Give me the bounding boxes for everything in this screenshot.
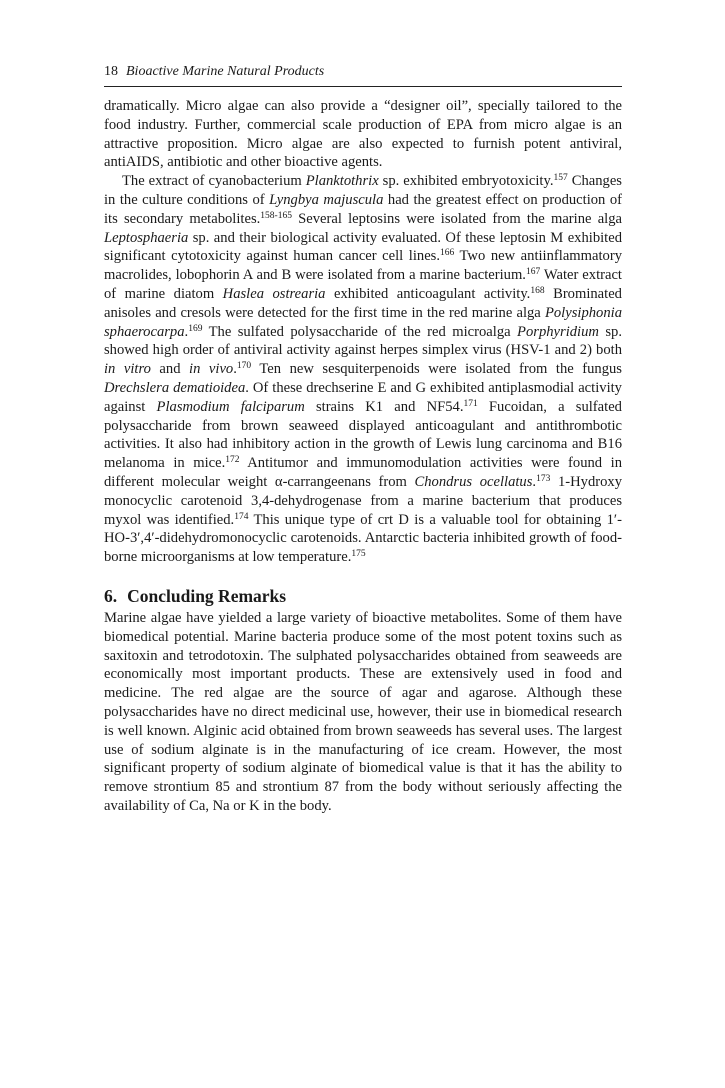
text-run: 1-Hydroxy monocyclic carotenoid 3,4-dehydrogenase from a marine bacterium that produces myxol was identified.: [104, 473, 622, 528]
text-run: Several leptosins were isolated from the marine alga: [291, 210, 622, 227]
citation: 170: [236, 361, 252, 372]
citation: 167: [525, 267, 541, 278]
citation: 174: [234, 511, 249, 522]
italic-text: Planktothrix: [305, 173, 379, 190]
running-head: [104, 62, 622, 87]
italic-text: in vivo: [189, 361, 234, 378]
text-run: Changes in the culture conditions of: [104, 173, 622, 208]
italic-text: Plasmodium falciparum: [156, 398, 305, 415]
italic-text: Lyngbya majuscula: [269, 191, 384, 208]
paragraph-3: Marine algae have yielded a large variety of bioactive metabolites. Some of them have biomedical potential. Marine bacteria produce some of the most potent toxins such as saxitoxin and tetrodotoxin. The sulphated polysaccharides obtained from seaweeds are economically most important products. These are extensively used in food and medicine. The red algae are the source of agar and agarose. Although these polysaccharides have no direct medicinal use, however, their use in biomedical research is well known. Alginic acid obtained from brown seaweeds has several uses. The largest use of sodium alginate is in the manufacturing of ice cream. However, the most significant property of sodium alginate of biomedical value is that it has the ability to remove strontium 85 and strontium 87 from the body without seriously affecting the availability of Ca, Na or K in the body.: [104, 609, 622, 814]
text-run: and: [150, 361, 190, 378]
citation: 168: [530, 285, 545, 296]
text-run: Antitumor and immunomodulation activities were found in different molecular weight α-carrangeenans from: [104, 455, 622, 490]
text-run: Two new antiinflammatory macrolides, lobophorin A and B were isolated from a marine bacterium.: [104, 248, 622, 284]
italic-text: Drechslera dematioidea: [104, 379, 246, 396]
citation: 169: [188, 323, 203, 334]
citation: 158-165: [260, 210, 292, 221]
book-page: [104, 62, 622, 816]
italic-text: Haslea ostrearia: [222, 285, 326, 302]
section-heading: [104, 585, 622, 607]
italic-text: Chondrus ocellatus: [414, 473, 533, 490]
text-run: Water extract of marine diatom: [104, 267, 622, 302]
text-run: . Of these drechserine E and G exhibited antiplasmodial activity against: [104, 379, 622, 415]
text-run: Ten new sesquiterpenoids were isolated from the fungus: [251, 361, 622, 378]
paragraph-1: dramatically. Micro algae can also provide a “designer oil”, specially tailored to the food industry. Further, commercial scale production of EPA from micro algae is an attractive proposition. Micro algae are also expected to furnish potent antiviral, antiAIDS, antibiotic and other bioactive agents.: [104, 98, 622, 171]
text-run: .: [184, 323, 189, 340]
text-run: had the greatest effect on production of its secondary metabolites.: [104, 191, 622, 227]
italic-text: in vitro: [104, 361, 151, 378]
italic-text: Porphyridium: [517, 323, 599, 340]
italic-text: Leptosphaeria: [104, 229, 189, 246]
text-run: .: [532, 473, 537, 490]
citation: 171: [463, 398, 478, 409]
text-run: sp. exhibited embryotoxicity.: [378, 173, 554, 190]
italic-text: Polysiphonia sphaerocarpa: [104, 304, 622, 340]
citation: 157: [553, 173, 568, 184]
text-run: Fucoidan, a sulfated polysaccharide from brown seaweed displayed anticoagulant and antithrombotic activities. It also had inhibitory action in the growth of Lewis lung carcinoma and B16 melanoma in mice.: [104, 398, 622, 472]
book-title: Bioactive Marine Natural Products: [126, 64, 325, 79]
citation: 175: [351, 549, 366, 560]
text-run: exhibited anticoagulant activity.: [325, 285, 531, 302]
text-run: strains K1 and NF54.: [304, 398, 464, 415]
citation: 166: [440, 248, 455, 259]
text-run: The extract of cyanobacterium: [122, 173, 306, 190]
text-run: This unique type of crt D is a valuable tool for obtaining 1′-HO-3′,4′-didehydromonocyclic carotenoids. Antarctic bacteria inhibited growth of food-borne microorganisms at low temperature.: [104, 511, 622, 566]
text-run: sp. and their biological activity evaluated. Of these leptosin M exhibited significant cytotoxicity against human cancer cell lines.: [104, 229, 622, 265]
text-run: Brominated anisoles and cresols were detected for the first time in the red marine alga: [104, 285, 622, 321]
section-number: 6.: [104, 585, 118, 606]
text-run: .: [233, 361, 237, 378]
section-title: Concluding Remarks: [127, 585, 287, 606]
citation: 172: [225, 455, 240, 466]
citation: 173: [536, 473, 551, 484]
text-run: sp. showed high order of antiviral activity against herpes simplex virus (HSV-1 and 2) both: [104, 323, 622, 359]
paragraph-2: [104, 172, 622, 567]
page-number: 18: [104, 64, 118, 79]
text-run: The sulfated polysaccharide of the red microalga: [202, 323, 518, 340]
